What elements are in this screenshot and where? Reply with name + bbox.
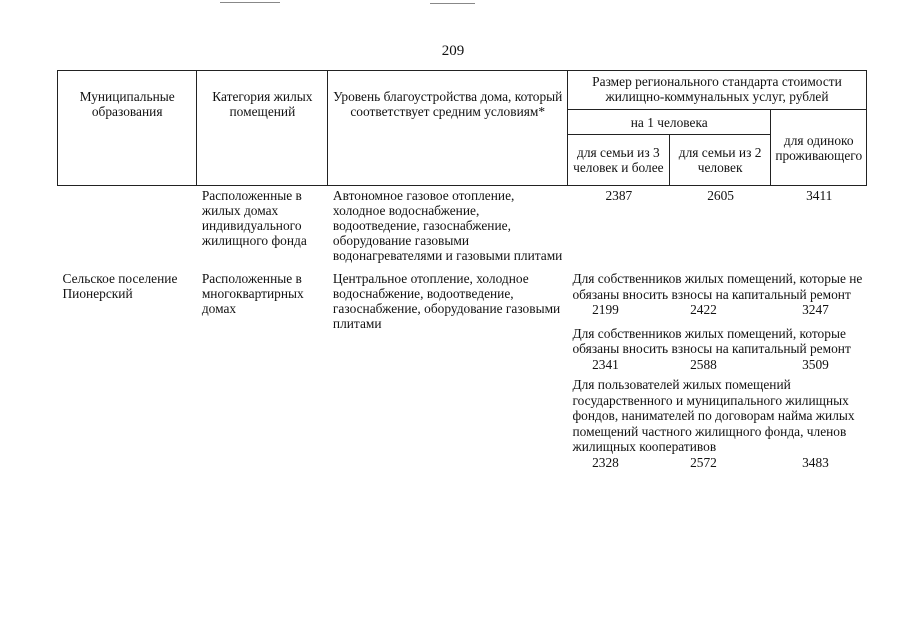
header-category: Категория жилых помещений (197, 71, 328, 186)
block-value-family3: 2341 (592, 356, 619, 372)
row-municipality: Сельское поселение Пионерский (62, 271, 178, 301)
page-number: 209 (441, 43, 465, 59)
row-category: Расположенные в жилых домах индивидуального жилищного фонда (201, 188, 307, 248)
block-note: Для собственников жилых помещений, которые не обязаны вносить взносы на капитальный ремонт (572, 271, 863, 302)
scan-mark (430, 3, 475, 4)
header-municipality: Муниципальные образования (58, 71, 197, 186)
block-value-family3: 2328 (592, 454, 619, 470)
row-value-single: 3411 (806, 188, 833, 203)
header-family3: для семьи из 3 человек и более (567, 135, 669, 186)
table-row (58, 269, 867, 476)
scan-mark (220, 2, 280, 3)
header-family2: для семьи из 2 человек (669, 135, 771, 186)
value-block (572, 377, 862, 470)
table-row (58, 186, 867, 270)
row-municipality (58, 186, 197, 270)
row-value-family3: 2387 (605, 188, 633, 203)
block-value-single: 3247 (802, 302, 829, 317)
header-size-title: Размер регионального стандарта стоимости жилищно-коммунальных услуг, рублей (567, 71, 866, 110)
row-level: Центральное отопление, холодное водоснабжение, водоотведение, газоснабжение, оборудование газовыми плитами (332, 271, 561, 331)
block-note: Для собственников жилых помещений, которые обязаны вносить взносы на капитальный ремонт (572, 325, 851, 356)
block-value-single: 3483 (802, 454, 829, 470)
row-blocks (567, 269, 866, 476)
block-value-family3: 2199 (592, 302, 619, 317)
header-single: для одиноко проживающего (771, 110, 867, 186)
row-value-family2: 2605 (707, 188, 734, 203)
header-level: Уровень благоустройства дома, который соответствует средним условиям* (328, 71, 568, 186)
header-per-person: на 1 человека (567, 110, 771, 135)
block-value-family2: 2588 (690, 356, 717, 372)
row-level: Автономное газовое отопление, холодное водоснабжение, водоотведение, газоснабжение, оборудование газовыми водонагревателями и газовыми плитами (332, 188, 563, 263)
value-block (572, 326, 862, 373)
block-value-family2: 2572 (690, 454, 717, 470)
block-value-family2: 2422 (690, 302, 717, 317)
block-value-single: 3509 (802, 356, 829, 372)
standard-cost-table (57, 70, 867, 476)
block-note: Для пользователей жилых помещений государственного и муниципального жилищных фондов, нанимателей по договорам найма жилых помещений частного жилищного фонда, членов жилищных кооперативов (572, 377, 855, 454)
value-block (572, 271, 862, 318)
row-category: Расположенные в многоквартирных домах (201, 271, 304, 316)
